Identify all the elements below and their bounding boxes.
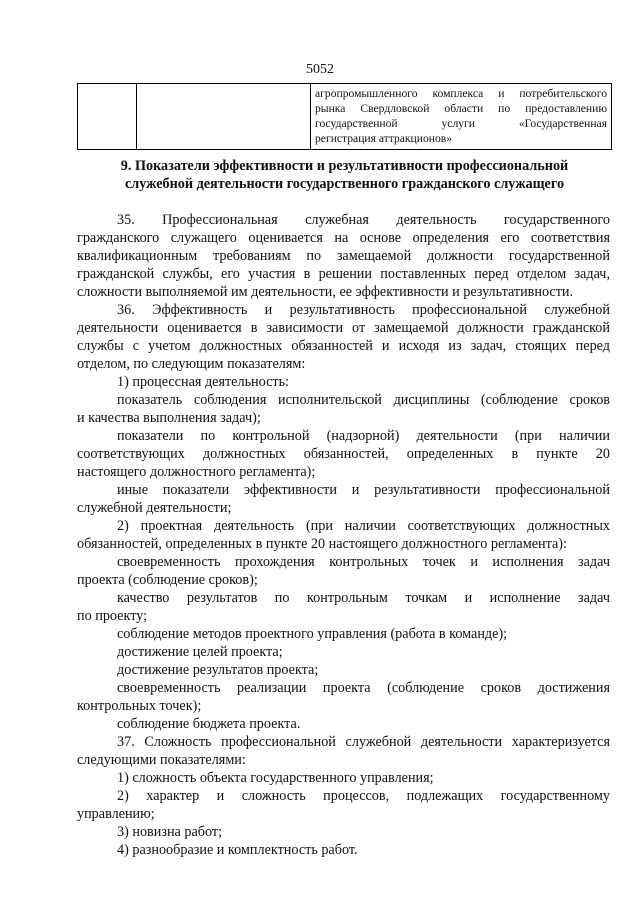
paragraph-line: отделом, по следующим показателям:: [77, 356, 306, 372]
section-heading-line: служебной деятельности государственного гражданского служащего: [124, 176, 565, 192]
paragraph-line: своевременность прохождения контрольных точек и исполнения задач: [117, 554, 610, 570]
paragraph-line: 37. Сложность профессиональной служебной деятельности характеризуется: [117, 734, 610, 750]
paragraph-line: сложности выполняемой им деятельности, ее эффективности и результативности.: [77, 284, 574, 300]
paragraph-line: квалификационным требованиям по замещаемой должности государственной: [77, 248, 610, 264]
paragraph-line: 3) новизна работ;: [117, 824, 223, 840]
paragraph-line: достижение целей проекта;: [117, 644, 283, 660]
continuation-table: [77, 83, 612, 150]
page-number: 5052: [306, 62, 334, 77]
paragraph-line: качество результатов по контрольным точкам и исполнение задач: [117, 590, 610, 606]
paragraph-line: службы с учетом должностных обязанностей и исходя из задач, стоящих перед: [77, 338, 610, 354]
paragraph-line: гражданской службы, его участия в решении поставленных перед отделом задач,: [77, 266, 610, 282]
section-heading: [77, 157, 612, 193]
table-cell-line: агропромышленного комплекса и потребительского: [315, 87, 607, 100]
paragraph-line: соблюдение бюджета проекта.: [117, 716, 301, 732]
table-cell-name: [137, 84, 311, 150]
paragraph-line: иные показатели эффективности и результативности профессиональной: [117, 482, 610, 498]
table-cell-line: государственной услуги «Государственная: [315, 117, 607, 130]
paragraph-line: 1) процессная деятельность:: [117, 374, 289, 390]
paragraph-line: достижение результатов проекта;: [117, 662, 319, 678]
paragraph-line: 2) проектная деятельность (при наличии соответствующих должностных: [117, 518, 610, 534]
section-heading-line: 9. Показатели эффективности и результативности профессиональной: [120, 158, 569, 174]
paragraph-line: и качества выполнения задач);: [77, 410, 261, 426]
paragraph-line: проекта (соблюдение сроков);: [77, 572, 258, 588]
paragraph-line: 2) характер и сложность процессов, подлежащих государственному: [117, 788, 610, 804]
table-cell-number: [78, 84, 137, 150]
paragraph-line: 4) разнообразие и комплектность работ.: [117, 842, 358, 858]
table-cell-description: [311, 84, 612, 150]
table-row: [78, 84, 612, 150]
paragraph-line: показатель соблюдения исполнительской дисциплины (соблюдение сроков: [117, 392, 610, 408]
paragraph-line: 36. Эффективность и результативность профессиональной служебной: [117, 302, 610, 318]
paragraph-line: управлению;: [77, 806, 155, 822]
paragraph-line: 1) сложность объекта государственного управления;: [117, 770, 434, 786]
paragraph-line: соблюдение методов проектного управления (работа в команде);: [117, 626, 508, 642]
paragraph-line: своевременность реализации проекта (соблюдение сроков достижения: [117, 680, 610, 696]
table-cell-line: регистрация аттракционов»: [315, 132, 453, 145]
body-text: [77, 211, 610, 859]
paragraph-line: показатели по контрольной (надзорной) деятельности (при наличии: [117, 428, 610, 444]
paragraph-line: соответствующих должностных обязанностей, определенных в пункте 20: [77, 446, 610, 462]
paragraph-line: контрольных точек);: [77, 698, 202, 714]
paragraph-line: следующими показателями:: [77, 752, 246, 768]
paragraph-line: 35. Профессиональная служебная деятельность государственного: [117, 212, 610, 228]
paragraph-line: деятельности оценивается в зависимости от замещаемой должности гражданской: [77, 320, 610, 336]
paragraph-line: служебной деятельности;: [77, 500, 232, 516]
paragraph-line: гражданского служащего оценивается на основе определения его соответствия: [77, 230, 610, 246]
paragraph-line: по проекту;: [77, 608, 148, 624]
paragraph-line: настоящего должностного регламента);: [77, 464, 316, 480]
paragraph-line: обязанностей, определенных в пункте 20 настоящего должностного регламента):: [77, 536, 567, 552]
table-cell-line: рынка Свердловской области по предоставлению: [315, 102, 607, 115]
